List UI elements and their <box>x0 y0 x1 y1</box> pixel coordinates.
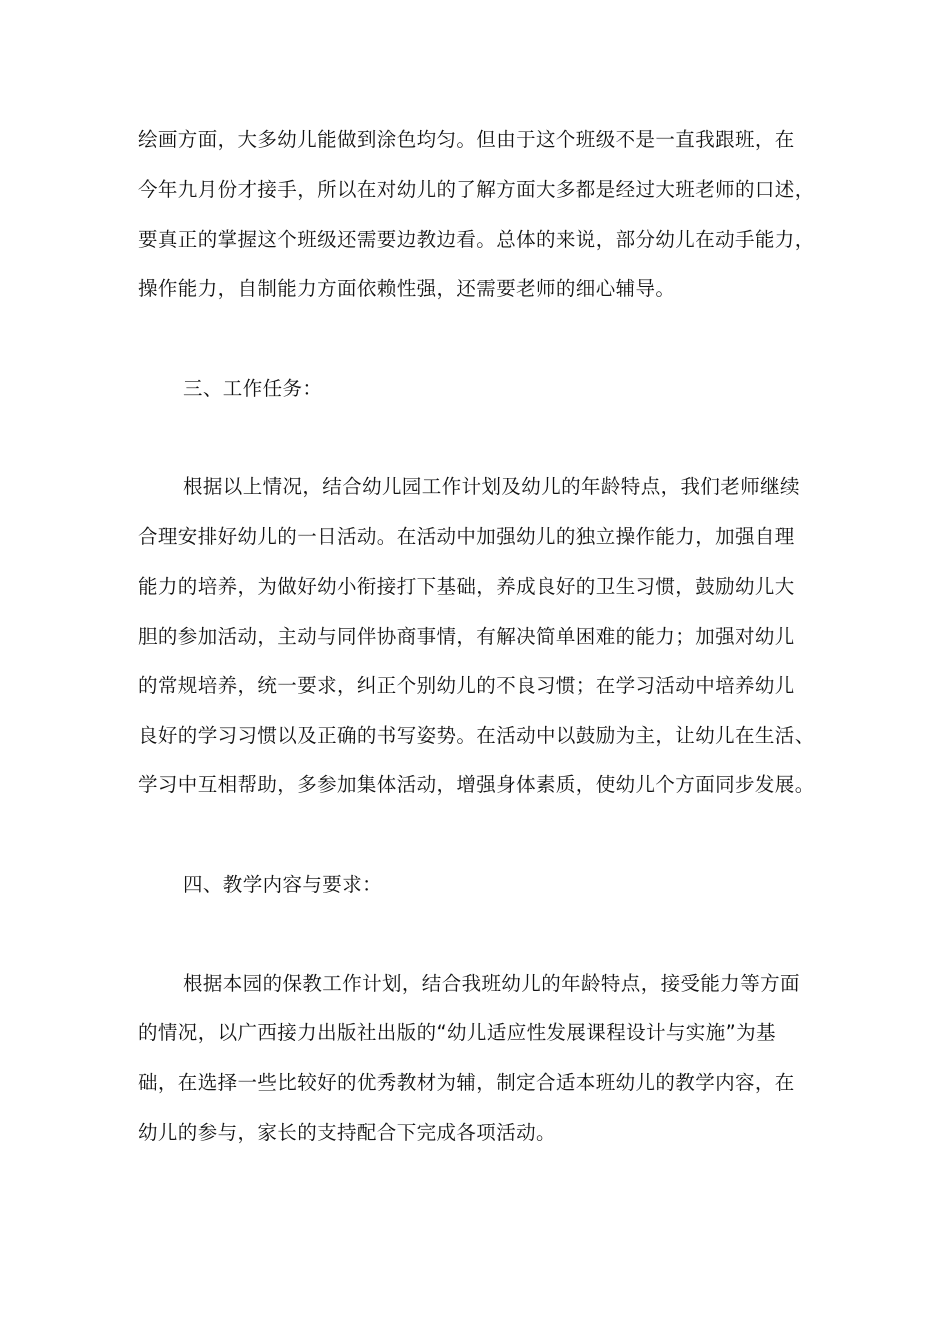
paragraph-1-line-4: 操作能力，自制能力方面依赖性强，还需要老师的细心辅导。 <box>138 277 676 300</box>
section-heading-3: 三、工作任务： <box>183 377 323 400</box>
paragraph-3-line-1: 根据本园的保教工作计划，结合我班幼儿的年龄特点，接受能力等方面 <box>183 972 800 995</box>
paragraph-1-line-2: 今年九月份才接手，所以在对幼儿的了解方面大多都是经过大班老师的口述， <box>138 178 815 201</box>
paragraph-3-line-4: 幼儿的参与，家长的支持配合下完成各项活动。 <box>138 1121 556 1144</box>
paragraph-1-line-3: 要真正的掌握这个班级还需要边教边看。总体的来说，部分幼儿在动手能力， <box>138 228 815 251</box>
paragraph-1-line-1: 绘画方面，大多幼儿能做到涂色均匀。但由于这个班级不是一直我跟班，在 <box>138 128 795 151</box>
section-heading-4: 四、教学内容与要求： <box>183 873 383 896</box>
paragraph-3-line-2: 的情况，以广西接力出版社出版的“幼儿适应性发展课程设计与实施”为基 <box>138 1021 776 1044</box>
paragraph-3-line-3: 础，在选择一些比较好的优秀教材为辅，制定合适本班幼儿的教学内容，在 <box>138 1071 795 1094</box>
paragraph-2-line-7: 学习中互相帮助，多参加集体活动，增强身体素质，使幼儿个方面同步发展。 <box>138 773 815 796</box>
paragraph-2-line-3: 能力的培养，为做好幼小衔接打下基础，养成良好的卫生习惯，鼓励幼儿大 <box>138 575 795 598</box>
paragraph-2-line-5: 的常规培养，统一要求，纠正个别幼儿的不良习惯；在学习活动中培养幼儿 <box>138 674 795 697</box>
paragraph-2-line-1: 根据以上情况，结合幼儿园工作计划及幼儿的年龄特点，我们老师继续 <box>183 475 800 498</box>
paragraph-2-line-2: 合理安排好幼儿的一日活动。在活动中加强幼儿的独立操作能力，加强自理 <box>138 525 795 548</box>
paragraph-2-line-4: 胆的参加活动，主动与同伴协商事情，有解决简单困难的能力；加强对幼儿 <box>138 625 795 648</box>
paragraph-2-line-6: 良好的学习习惯以及正确的书写姿势。在活动中以鼓励为主，让幼儿在生活、 <box>138 724 815 747</box>
